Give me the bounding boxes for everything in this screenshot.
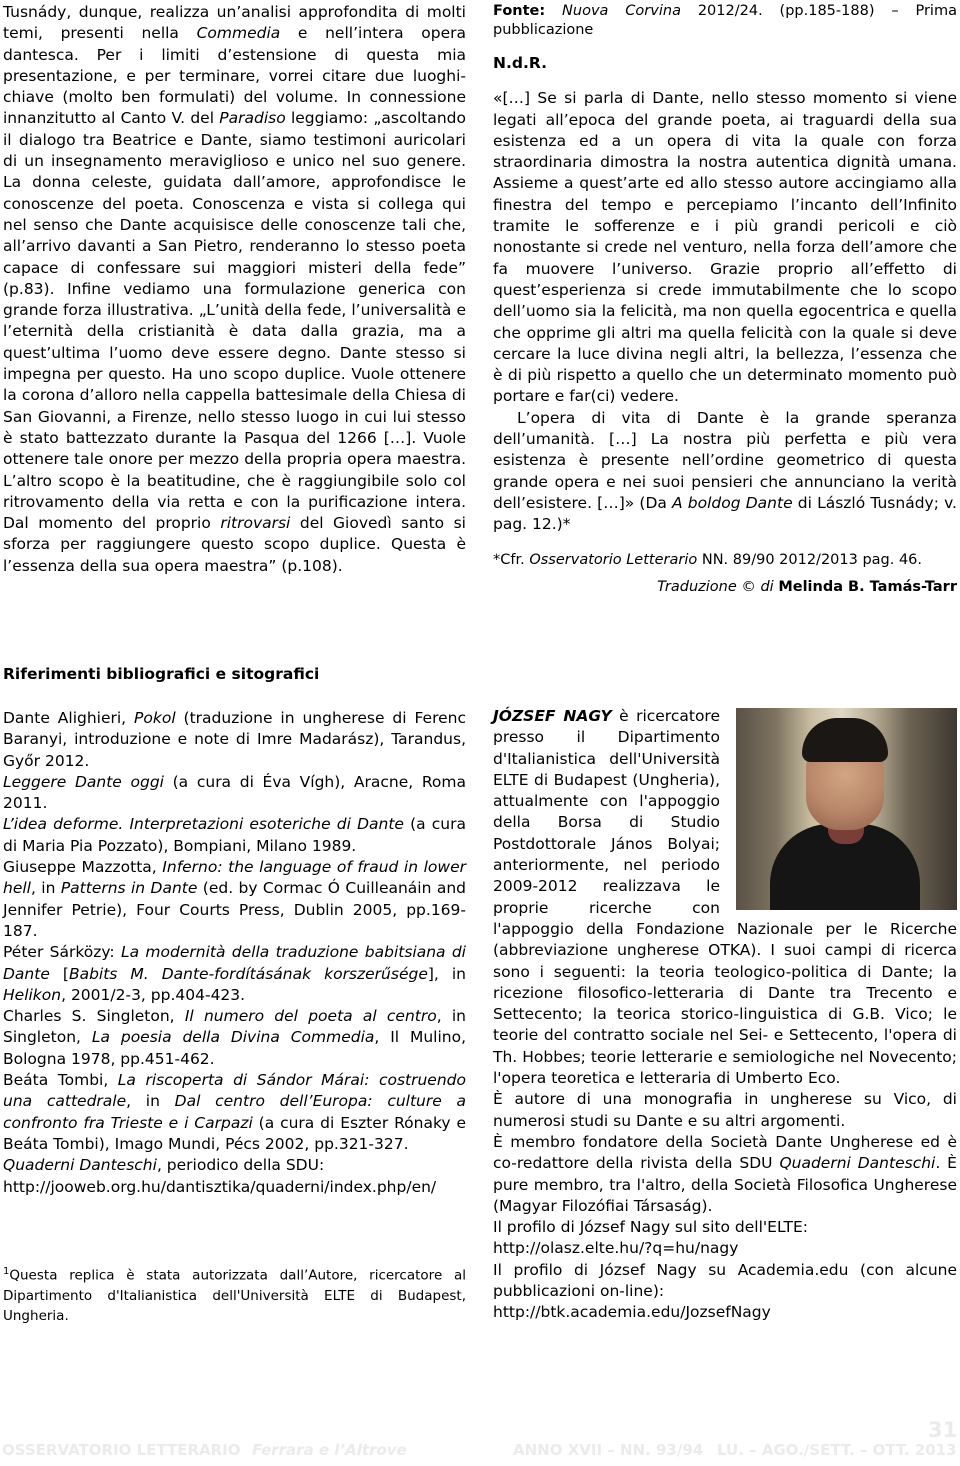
bibliography-entry — [3, 814, 466, 857]
photo-hair — [802, 718, 888, 762]
italic-run: Helikon — [3, 985, 62, 1004]
translator-name: Melinda B. Tamás-Tarr — [778, 578, 957, 595]
italic-run: Patterns in Dante — [60, 879, 198, 898]
text-run: (ed. by Cormac Ó Cuilleanáin and Jennifer Petrie), Four Courts Press, Dublin 2005, pp.169-187. — [3, 879, 466, 940]
italic-run: Dal centro dell’Europa: culture a confronto fra Trieste e i Carpazi — [3, 1092, 467, 1132]
text-run: di László Tusnády; v. pag. 12.)* — [493, 493, 957, 534]
translator-credit — [493, 577, 957, 598]
text-run: *Cfr. — [493, 551, 530, 568]
elte-profile-link[interactable]: http://olasz.elte.hu/?q=hu/nagy — [493, 1239, 739, 1258]
italic-run: Leggere Dante oggi — [3, 772, 164, 791]
bibliography-entry — [3, 1070, 466, 1155]
left-column — [3, 2, 466, 577]
cfr-note — [493, 550, 957, 571]
bibliography-entry — [3, 857, 466, 942]
text-run: ], in — [427, 964, 466, 983]
source-details: 2012/24. (pp.185-188) – Prima pubblicazione — [493, 3, 957, 38]
text-run: (a cura di Éva Vígh), Aracne, Roma 2011. — [3, 772, 466, 813]
italic-run: Quaderni Danteschi — [779, 1154, 936, 1173]
italic-run: Inferno: the language of fraud in lower hell — [3, 858, 466, 898]
italic-run: Quaderni Danteschi — [3, 1156, 157, 1175]
footer-place: Ferrara e l’Altrove — [252, 1441, 407, 1459]
text-run: [ — [49, 964, 69, 983]
text-run: , periodico della SDU: — [156, 1156, 325, 1175]
text-run: (a cura di Eszter Rónaky e Beáta Tombi), Imago Mundi, Pécs 2002, pp.321-327. — [3, 1113, 466, 1153]
footnote-mark: 1 — [3, 1266, 10, 1277]
italic-run: ritrovarsi — [220, 514, 291, 533]
italic-run: La poesia della Divina Commedia — [91, 1028, 375, 1047]
text-run: Tusnády, dunque, realizza un’analisi approfondita di molti temi, presenti nella — [3, 3, 466, 43]
text-run: leggiamo: „ascoltando il dialogo tra Beatrice e Dante, siamo testimoni auricolari di un insegnamento meraviglioso e unico nel suo genere. La donna celeste, guidata dall’amore, approfondisce le conoscenze del poeta. Conoscenza e vista si collega qui nel senso che Dante acquisisce delle conoscenze tali che, all’arrivo davanti a San Pietro, renderanno lo stesso poeta capace di confessare sui maggiori misteri della fede” (p.83). Infine vediamo una formulazione generica con grande forza illustrativa. „L’unità della fede, l’universalità e l’eternità della cristianità è data dalla grazia, ma a quest’ultima l’uomo deve essere degno. Dante stesso si impegna per questo. Ha uno scopo duplice. Vuole ottenere la corona d’alloro nella cappella battesimale della Chiesa di San Giovanni, a Firenze, nello stesso luogo in cui lui stesso è stato battezzato durante la Pasqua del 1266 […]. Vuole ottenere tale onore per mezzo della propria opera maestra. L’altro scopo è la beatitudine, che è raggiungibile solo col ritrovamento della via retta e con la purificazione intera. Dal momento del proprio — [3, 109, 466, 533]
bibliography-entry — [3, 708, 466, 772]
italic-run: Babits M. Dante-fordításának korszerűsége — [68, 964, 428, 983]
text-run: . È pure membro, tra l'altro, della Società Filosofica Ungherese (Magyar Filozófiai Társaság). — [493, 1154, 957, 1215]
quote-paragraph-2 — [493, 408, 957, 536]
text-run: , in — [30, 879, 61, 898]
italic-run: A boldog Dante — [672, 493, 793, 512]
bibliography-list — [3, 708, 466, 1198]
author-paragraph-4: Il profilo di József Nagy sul sito dell'ELTE: — [493, 1218, 808, 1237]
author-name: JÓZSEF NAGY — [493, 707, 612, 725]
text-run: Dante Alighieri, — [3, 709, 135, 727]
page-footer — [0, 1441, 960, 1463]
author-photo — [736, 708, 957, 910]
text-run: (a cura di Maria Pia Pozzato), Bompiani, Milano 1989. — [3, 815, 466, 855]
text-run: del Giovedì santo si sforza per raggiungere questo scopo duplice. Questa è l’essenza della sua opera maestra” (p.108). — [3, 514, 466, 575]
italic-run: Pokol — [134, 709, 176, 727]
footnote-text: Questa replica è stata autorizzata dall’Autore, ricercatore al Dipartimento d'Italianistica dell'Università ELTE di Budapest, Ungheria. — [3, 1267, 466, 1324]
academia-profile-link[interactable]: http://btk.academia.edu/JozsefNagy — [493, 1303, 771, 1322]
italic-run: L’idea deforme. Interpretazioni esoteriche di Dante — [3, 815, 404, 834]
bibliography-entry — [3, 772, 466, 815]
italic-run: La riscoperta di Sándor Márai: costruendo una cattedrale — [3, 1071, 466, 1111]
text-run: Charles S. Singleton, — [3, 1007, 185, 1026]
text-run: è ricercatore presso il Dipartimento d'Italianistica dell'Università ELTE di Budapest (Ungheria), attualmente con l'appoggio della Borsa di Studio Postdottorale János Bolyai; anteriormente, nel periodo 2009-2012 realizzava le proprie ricerche con l'appoggio della Fondazione Nazionale per le Ricerche (abbreviazione ungherese OTKA). I suoi campi di ricerca sono i seguenti: la teoria teologico-politica di Dante; la ricezione filosofico-letteraria di Dante tra Trecento e Settecento; la teorica storico-linguistica di G.B. Vico; le teorie del contratto sociale nel Sei- e Settecento, l'opera di Th. Hobbes; teorie letterarie e semiologiche nel Novecento; l'opera teoretica e letteraria di Umberto Eco. — [493, 707, 957, 1088]
text-run: È membro fondatore della Società Dante Ungherese ed è co-redattore della rivista della SDU — [493, 1132, 957, 1173]
footer-issue: ANNO XVII – NN. 93/94 — [513, 1441, 704, 1459]
bibliography-entry — [3, 1006, 466, 1070]
footer-months: LU. – AGO./SETT. – OTT. 2013 — [717, 1441, 957, 1459]
author-bio — [493, 706, 957, 1324]
italic-run: Paradiso — [219, 109, 286, 128]
quote-paragraph-1: «[…] Se si parla di Dante, nello stesso momento si viene legati all’epoca del grande poeta, ai traguardi della sua esistenza ed a un opera di vita la quale con forza straordinaria dimostra la nostra autentica dignità umana. Assieme a quest’arte ed allo stesso autore accingiamo alla finestra del tempo e percepiamo l’incanto dell’Infinito tramite le sofferenze e i più grandi pericoli e ciò nonostante si crede nel venturo, nella forza dell’amore che fa muovere l’universo. Grazie proprio all’effetto di quest’esperienza si crede immutabilmente che lo scopo dell’uomo sia la felicità, ma non quella egocentrica e quella che opprime gli altri ma quella felicità con la quale si deve cercare la luce divina negli altri, la bellezza, l’essenza che è di più rispetto a quello che un determinato momento può portare e far(ci) vedere. — [493, 89, 957, 406]
bibliography-link[interactable]: http://jooweb.org.hu/dantisztika/quaderni/index.php/en/ — [3, 1177, 437, 1196]
source-journal: Nuova Corvina — [545, 3, 681, 19]
text-run: , in Singleton, — [3, 1007, 466, 1047]
bibliography-heading: Riferimenti bibliografici e sitografici — [3, 665, 320, 683]
text-run: e nell’intera opera dantesca. Per i limiti d’estensione di questa mia presentazione, e per terminare, vorrei citare due luoghi-chiave (molto ben formulati) del volume. In connessione innanzitutto al Canto V. del — [3, 24, 466, 128]
text-run: Péter Sárközy: — [3, 943, 121, 962]
author-paragraph-3 — [493, 1132, 957, 1217]
footnote — [3, 1262, 466, 1326]
review-paragraph — [3, 2, 466, 577]
source-label: Fonte: — [493, 3, 546, 19]
italic-run: Commedia — [196, 24, 281, 43]
italic-run: Il numero del poeta al centro — [184, 1007, 437, 1026]
bibliography-entry — [3, 942, 466, 1006]
text-run: NN. 89/90 2012/2013 pag. 46. — [697, 551, 923, 568]
text-run: L’opera di vita di Dante è la grande speranza dell’umanità. […] La nostra più perfetta e più vera esistenza è presente nell’ordine geometrico di questa grande opera e nei suoi pensieri che annunciano la verità dell’esistere. […]» (Da — [493, 408, 957, 512]
text-run: Beáta Tombi, — [3, 1071, 118, 1090]
text-run: , in — [126, 1092, 175, 1111]
source-line — [493, 2, 957, 40]
right-column — [493, 2, 957, 598]
text-run: (traduzione in ungherese di Ferenc Baranyi, introduzione e note di Imre Madarász), Tarandus, Győr 2012. — [3, 709, 466, 770]
italic-run: La modernità della traduzione babitsiana di Dante — [3, 943, 466, 983]
page-number: 31 — [928, 1418, 958, 1442]
text-run: Giuseppe Mazzotta, — [3, 858, 163, 877]
bibliography-entry — [3, 1155, 466, 1176]
author-paragraph-2: È autore di una monografia in ungherese su Vico, di numerosi studi su Dante e su altri argomenti. — [493, 1090, 957, 1130]
italic-run: Osservatorio Letterario — [529, 551, 698, 568]
ndr-label: N.d.R. — [493, 54, 547, 72]
italic-run: Traduzione © di — [657, 578, 779, 595]
text-run: , Il Mulino, Bologna 1978, pp.451-462. — [3, 1028, 467, 1068]
footer-journal: OSSERVATORIO LETTERARIO — [2, 1441, 241, 1459]
text-run: , 2001/2-3, pp.404-423. — [61, 985, 246, 1004]
author-paragraph-5: Il profilo di József Nagy su Academia.edu (con alcune pubblicazioni on-line): — [493, 1260, 957, 1301]
